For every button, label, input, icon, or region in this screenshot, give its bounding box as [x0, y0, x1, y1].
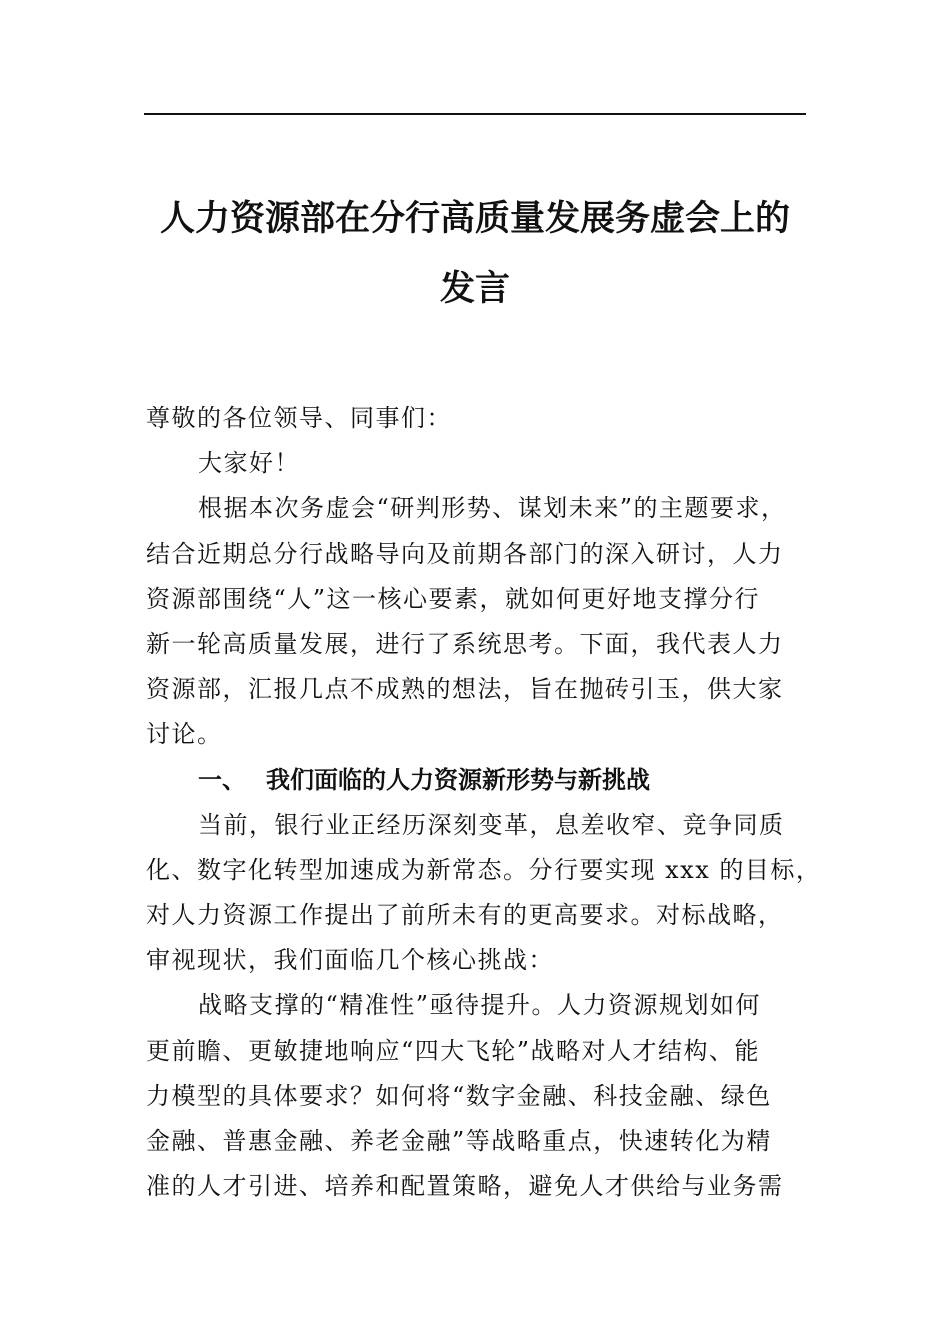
intro-line: 讨论。 [146, 720, 223, 749]
paragraph-line: 审视现状，我们面临几个核心挑战： [146, 946, 554, 975]
paragraph-line: 金融、普惠金融、养老金融”等战略重点，快速转化为精 [146, 1127, 772, 1155]
intro-line: 根据本次务虚会“研判形势、谋划未来”的主题要求， [198, 494, 787, 523]
greeting: 大家好！ [198, 449, 300, 478]
paragraph-line: 准的人才引进、培养和配置策略，避免人才供给与业务需 [146, 1172, 784, 1201]
paragraph-line: 力模型的具体要求？如何将“数字金融、科技金融、绿色 [146, 1081, 772, 1110]
intro-line: 资源部，汇报几点不成熟的想法，旨在抛砖引玉，供大家 [146, 675, 784, 704]
paragraph-line: 当前，银行业正经历深刻变革，息差收窄、竞争同质 [198, 810, 785, 839]
intro-line: 结合近期总分行战略导向及前期各部门的深入研讨，人力 [146, 539, 784, 568]
paragraph-line: 对人力资源工作提出了前所未有的更高要求。对标战略， [146, 901, 784, 930]
intro-line: 新一轮高质量发展，进行了系统思考。下面，我代表人力 [146, 629, 784, 658]
intro-line: 资源部围绕“人”这一核心要素，就如何更好地支撑分行 [146, 584, 761, 613]
document-body [146, 396, 822, 1209]
salutation: 尊敬的各位领导、同事们： [146, 404, 452, 432]
section-number: 一、 [198, 765, 246, 794]
paragraph-line: 化、数字化转型加速成为新常态。分行要实现 xxx 的目标， [146, 855, 822, 884]
section-heading-1 [146, 758, 810, 803]
document-title-line-1: 人力资源部在分行高质量发展务虚会上的 [159, 198, 790, 239]
paragraph-line: 更前瞻、更敏捷地响应“四大飞轮”战略对人才结构、能 [146, 1036, 761, 1065]
document-title-line-2: 发言 [439, 268, 510, 309]
paragraph-line: 战略支撑的“精准性”亟待提升。人力资源规划如何 [198, 991, 762, 1020]
header-rule [144, 113, 806, 115]
section-heading-text: 我们面临的人力资源新形势与新挑战 [266, 765, 650, 794]
